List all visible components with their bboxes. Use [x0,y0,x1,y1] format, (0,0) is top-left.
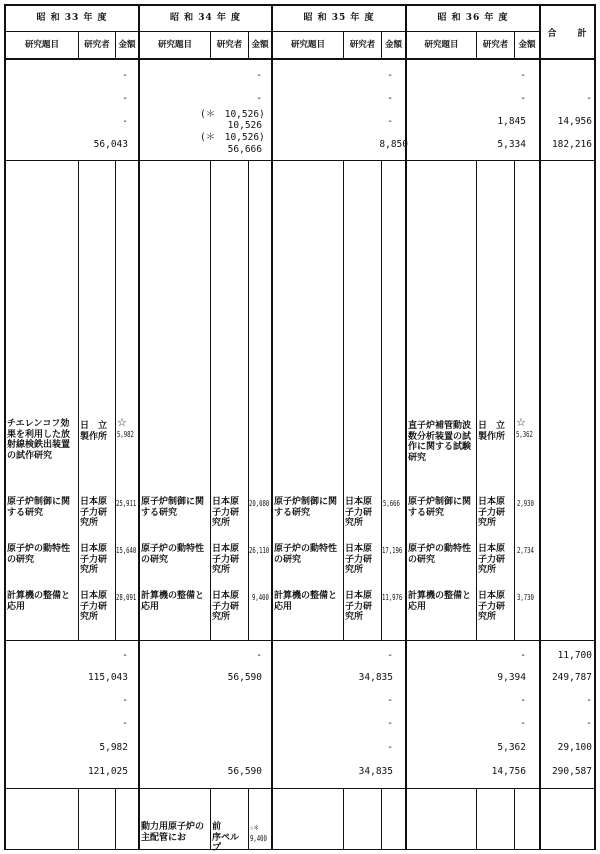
total-bot-r6: 290,587 [551,766,592,777]
total-bot-r2: 249,787 [551,672,592,683]
total-bot-r1: 11,700 [557,650,592,661]
col-amount: 金額 [518,40,536,50]
fy33-cherenkov-star: ☆ [117,416,127,429]
fy36-control-amount: 2,930 [517,499,534,508]
col-researcher: 研究者 [84,40,110,50]
fy34-control-title: 原子炉制御に関する研究 [141,497,205,518]
fy33-bot-r5: 5,982 [99,742,128,753]
rule-header-bottom [4,58,596,60]
fy36-dynamics-researcher: 日本原子力研究所 [478,544,506,575]
fy33-dynamics-title: 原子炉の動特性の研究 [7,544,71,565]
fy33-control-amount: 25,911 [116,499,137,508]
rule-sub [381,160,382,640]
fy36-bot-r1: - [520,650,526,661]
rule-sub [476,160,477,640]
col-title: 研究題目 [24,40,59,50]
fy36-bot-r5: 5,362 [497,742,526,753]
rule-top [4,4,596,6]
fy36-top-r4: 5,334 [497,139,526,150]
fy33-top-r2: - [122,93,128,104]
total-top-r4: 182,216 [551,139,592,150]
fy35-control-amount: 5,666 [383,499,400,508]
col-researcher: 研究者 [216,40,243,50]
rule-sub [115,788,116,850]
rule-sub [78,160,79,640]
col-amount: 金額 [384,40,402,50]
fy35-bot-r5: - [387,742,393,753]
fy36-bot-r4: - [520,718,526,729]
fy35-top-r3: - [387,116,393,127]
fy34-footer-researcher: 前 序ペルプ [212,822,240,853]
fy36-control-researcher: 日本原子力研究所 [478,497,506,528]
fy34-top-line4: 56,666 [227,144,262,155]
fy34-computer-amount: 9,400 [252,593,269,602]
fy36-special-amount: 5,362 [516,430,533,439]
fy34-top-line2: 10,526 [227,120,262,131]
rule-fy34-left [138,4,140,850]
fy34-top-paren1: (＊ 10,526) [200,109,265,120]
total-bot-r3: - [586,695,592,706]
rule-sub [115,160,116,640]
rule-total-left [539,4,541,850]
fy35-computer-researcher: 日本原子力研究所 [345,591,373,622]
col-researcher: 研究者 [349,40,376,50]
fy33-top-r3: - [122,116,128,127]
fy35-control-researcher: 日本原子力研究所 [345,497,373,528]
fy36-top-r2: - [520,93,526,104]
fy34-dynamics-researcher: 日本原子力研究所 [212,544,240,575]
total-top-r2: - [586,93,592,104]
total-bot-r5: 29,100 [557,742,592,753]
fy33-computer-title: 計算機の整備と応用 [7,591,71,612]
fy34-dynamics-amount: 26,110 [249,546,270,555]
fy36-special-researcher: 日 立製作所 [478,421,506,442]
fy34-top-paren2: (＊ 10,526) [200,132,265,143]
rule-fy35-left [271,4,273,850]
col-researcher: 研究者 [482,40,509,50]
fy34-bot-r6: 56,590 [227,766,262,777]
rule-sub [514,788,515,850]
fy33-control-title: 原子炉制御に関する研究 [7,497,71,518]
fy35-computer-amount: 11,976 [382,593,403,602]
col-title: 研究題目 [290,40,325,50]
fy34-bot-r2: 56,590 [227,672,262,683]
fy34-footer-title: 動力用原子炉の主配管にお [141,822,205,843]
rule-sub [78,788,79,850]
rule-sub [381,788,382,850]
fy33-control-researcher: 日本原子力研究所 [80,497,108,528]
rule-sub [514,160,515,640]
fy33-dynamics-amount: 15,640 [116,546,137,555]
fy36-bot-r2: 9,394 [497,672,526,683]
fy35-bot-r6: 34,835 [358,766,393,777]
fy36-computer-researcher: 日本原子力研究所 [478,591,506,622]
fy33-cherenkov-title: チエレンコフ効果を利用した放射線検鉄出装置の試作研究 [7,419,71,461]
fy36-top-r3: 1,845 [497,116,526,127]
fy35-control-title: 原子炉制御に関する研究 [274,497,338,518]
fy35-dynamics-title: 原子炉の動特性の研究 [274,544,338,565]
rule-right [594,4,596,850]
col-amount: 金額 [251,40,269,50]
fy36-bot-r6: 14,756 [491,766,526,777]
fy33-computer-researcher: 日本原子力研究所 [80,591,108,622]
header-fy36: 昭 和 36 年 度 [437,13,509,23]
fy35-dynamics-researcher: 日本原子力研究所 [345,544,373,575]
fy36-computer-amount: 3,730 [517,593,534,602]
total-bot-r4: - [586,718,592,729]
fy36-special-star: ☆ [516,416,526,429]
fy34-computer-title: 計算機の整備と応用 [141,591,205,612]
fy36-bot-r3: - [520,695,526,706]
fy35-bot-r1: - [387,650,393,661]
fy33-bot-r6: 121,025 [87,766,128,777]
fy34-footer-amount: ☆＊9,400 [250,823,267,843]
fy36-dynamics-title: 原子炉の動特性の研究 [408,544,472,565]
fy33-cherenkov-researcher: 日 立製作所 [80,421,108,442]
col-amount: 金額 [118,40,136,50]
fy33-cherenkov-amount: 5,982 [117,430,134,439]
fy36-dynamics-amount: 2,734 [517,546,534,555]
fy35-top-r1: - [387,70,393,81]
fy35-bot-r3: - [387,695,393,706]
rule-sub [248,160,249,640]
fy36-special-title: 直子炉補管動波数分析装置の試作に関する試験研究 [408,421,472,463]
col-title: 研究題目 [424,40,459,50]
rule-section2 [4,640,596,641]
fy34-computer-researcher: 日本原子力研究所 [212,591,240,622]
fy35-bot-r2: 34,835 [358,672,393,683]
header-fy35: 昭 和 35 年 度 [303,13,375,23]
fy34-bot-r1: - [256,650,262,661]
fy36-top-r1: - [520,70,526,81]
rule-sub [210,788,211,850]
rule-sub [248,788,249,850]
header-fy34: 昭 和 34 年 度 [169,13,242,23]
rule-bottom [4,849,596,850]
fy36-computer-title: 計算機の整備と応用 [408,591,472,612]
fy34-dynamics-title: 原子炉の動特性の研究 [141,544,205,565]
fy33-bot-r3: - [122,695,128,706]
fy34-control-researcher: 日本原子力研究所 [212,497,240,528]
fy33-computer-amount: 28,091 [116,593,137,602]
rule-section3 [4,788,596,789]
rule-sub [343,788,344,850]
rule-fy36-left [405,4,407,850]
fy35-bot-r4: - [387,718,393,729]
fy34-control-amount: 20,080 [249,499,270,508]
rule-sub [476,788,477,850]
fy34-top-r2: - [256,93,262,104]
rule-section1 [4,160,596,161]
fy33-bot-r2: 115,043 [87,672,128,683]
rule-sub [343,160,344,640]
fy33-top-subtotal: 56,043 [93,139,128,150]
rule-left [4,4,6,850]
rule-sub [210,160,211,640]
fy35-top-subtotal: 8,850 [379,139,408,150]
fy33-bot-r4: - [122,718,128,729]
fy36-control-title: 原子炉制御に関する研究 [408,497,472,518]
total-top-r3: 14,956 [557,116,592,127]
fy33-top-r1: - [122,70,128,81]
fy33-bot-r1: - [122,650,128,661]
fy35-top-r2: - [387,93,393,104]
fy34-top-r1: - [256,70,262,81]
fy33-dynamics-researcher: 日本原子力研究所 [80,544,108,575]
fy35-dynamics-amount: 17,196 [382,546,403,555]
header-total: 合 計 [547,29,588,39]
col-title: 研究題目 [157,40,192,50]
fy35-computer-title: 計算機の整備と応用 [274,591,338,612]
header-fy33: 昭 和 33 年 度 [36,13,108,23]
